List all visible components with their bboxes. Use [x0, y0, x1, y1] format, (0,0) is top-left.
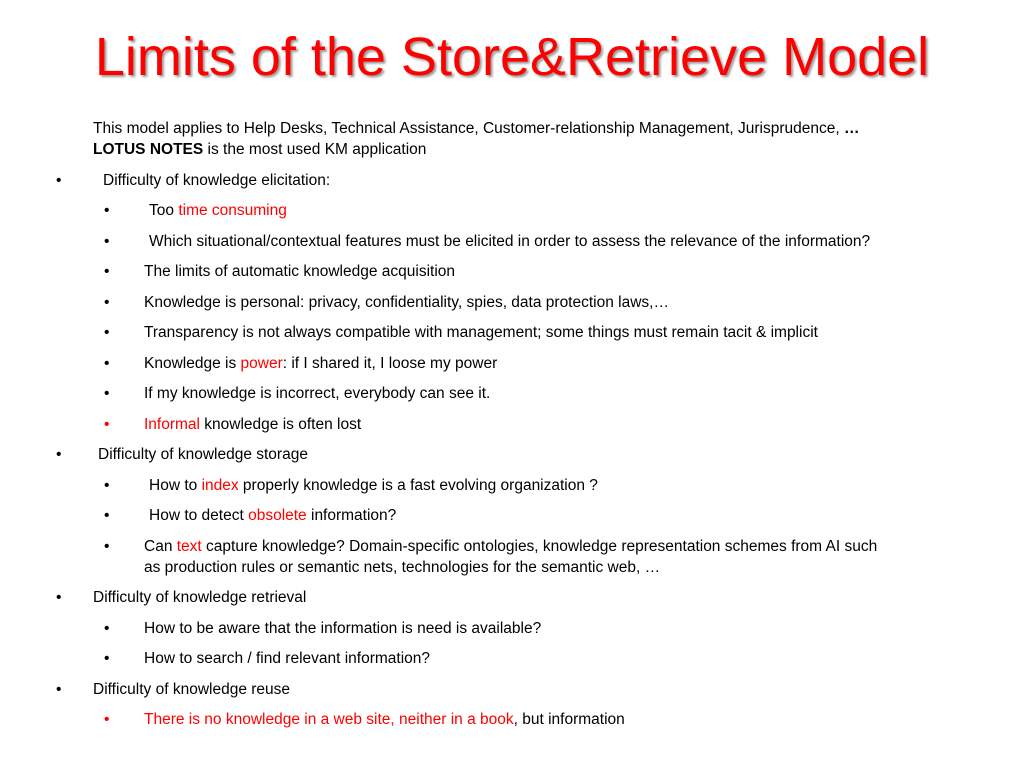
item-text: Can [144, 537, 177, 555]
section-reuse [0, 679, 1024, 700]
section-label: Difficulty of knowledge retrieval [93, 589, 307, 606]
item-text: The limits of automatic knowledge acquisition [144, 263, 456, 280]
slide-body [0, 118, 1024, 730]
item-text: Which situational/contextual features must be elicited in order to assess the relevance of the information? [149, 232, 871, 250]
list-item-continuation [0, 557, 1024, 578]
highlight-text: time consuming [178, 202, 287, 219]
intro-text: This model applies to Help Desks, Technical Assistance, Customer-relationship Management, Jurisprudence, [93, 120, 844, 137]
list-item [0, 505, 1024, 526]
list-item [0, 536, 1024, 557]
bullet: • [104, 202, 110, 219]
intro-ellipsis: … [843, 120, 860, 137]
bullet: • [104, 293, 110, 311]
bullet: • [56, 589, 62, 606]
list-item [0, 200, 1024, 221]
bullet: • [104, 537, 110, 555]
item-text: How to [149, 476, 202, 494]
item-text: Transparency is not always compatible with management; some things must remain tacit & implicit [144, 324, 818, 341]
bullet: • [104, 263, 110, 280]
item-text: Knowledge is [144, 354, 241, 372]
item-text: : if I shared it, I loose my power [282, 354, 498, 372]
highlight-text: There is no knowledge in a web site, neither in a book [144, 711, 514, 728]
highlight-text: index [201, 476, 239, 494]
item-text: Too [149, 202, 179, 219]
section-label: Difficulty of knowledge elicitation: [103, 171, 331, 189]
section-storage [0, 444, 1024, 465]
bullet: • [104, 507, 110, 524]
bullet: • [104, 354, 110, 372]
item-text: If my knowledge is incorrect, everybody can see it. [144, 385, 491, 402]
bullet: • [104, 476, 110, 494]
list-item [0, 383, 1024, 404]
bullet: • [104, 650, 110, 667]
slide-title: Limits of the Store&Retrieve Model [94, 27, 930, 87]
list-item [0, 292, 1024, 313]
list-item [0, 261, 1024, 282]
list-item [0, 414, 1024, 435]
highlight-text: Informal [144, 415, 200, 433]
item-text: How to search / find relevant information? [144, 650, 431, 667]
bullet: • [104, 415, 110, 433]
item-text: How to detect [149, 507, 249, 524]
bullet: • [56, 446, 62, 463]
intro-line-1 [0, 118, 1024, 139]
intro-line-2-text: is the most used KM application [203, 141, 427, 158]
section-elicitation [0, 170, 1024, 191]
bullet: • [56, 171, 62, 189]
bullet: • [104, 232, 110, 250]
item-text: Knowledge is personal: privacy, confidentiality, spies, data protection laws,… [144, 293, 669, 311]
list-item [0, 709, 1024, 730]
highlight-text: text [176, 537, 202, 555]
highlight-text: power [240, 354, 283, 372]
bullet: • [56, 680, 62, 698]
list-item [0, 475, 1024, 496]
list-item [0, 231, 1024, 252]
bullet: • [104, 385, 110, 402]
list-item [0, 648, 1024, 669]
bullet: • [104, 324, 110, 341]
intro-line-2 [0, 139, 1024, 160]
list-item [0, 618, 1024, 639]
item-text: knowledge is often lost [200, 415, 362, 433]
section-label: Difficulty of knowledge storage [98, 446, 308, 463]
item-text: capture knowledge? Domain-specific ontologies, knowledge representation schemes from AI such [201, 537, 878, 555]
section-label: Difficulty of knowledge reuse [93, 680, 291, 698]
highlight-text: obsolete [248, 507, 307, 524]
lotus-notes-label: LOTUS NOTES [93, 141, 204, 158]
list-item [0, 353, 1024, 374]
bullet: • [104, 619, 110, 637]
section-retrieval [0, 587, 1024, 608]
item-text: properly knowledge is a fast evolving organization ? [238, 476, 598, 494]
item-text: information? [306, 507, 397, 524]
bullet: • [104, 711, 110, 728]
list-item [0, 322, 1024, 343]
item-text: as production rules or semantic nets, technologies for the semantic web, … [144, 558, 661, 576]
item-text: How to be aware that the information is need is available? [144, 619, 542, 637]
item-text: , but information [513, 711, 625, 728]
